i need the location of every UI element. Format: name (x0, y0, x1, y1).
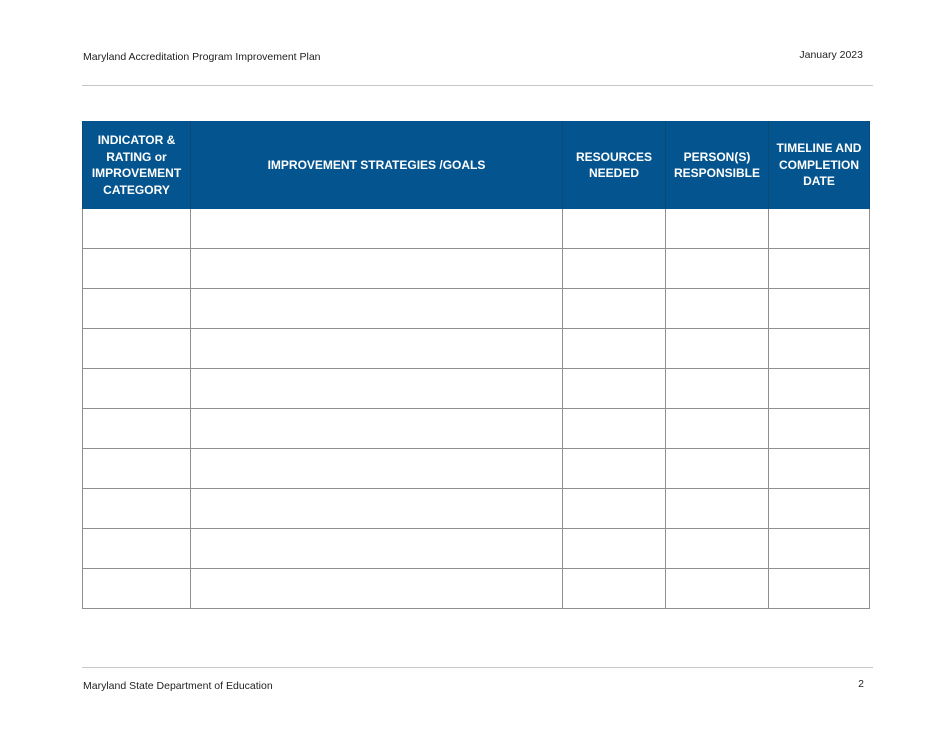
resources-cell[interactable] (563, 489, 666, 529)
table-row (83, 409, 870, 449)
persons-cell[interactable] (666, 409, 769, 449)
persons-cell[interactable] (666, 569, 769, 609)
indicator-cell[interactable] (83, 249, 191, 289)
table-row (83, 449, 870, 489)
table-row (83, 369, 870, 409)
indicator-cell[interactable] (83, 569, 191, 609)
resources-cell[interactable] (563, 369, 666, 409)
strategies-cell[interactable] (191, 329, 563, 369)
timeline-cell[interactable] (769, 289, 870, 329)
strategies-cell[interactable] (191, 289, 563, 329)
column-header-strategies: IMPROVEMENT STRATEGIES /GOALS (191, 121, 563, 209)
resources-cell[interactable] (563, 209, 666, 249)
strategies-cell[interactable] (191, 209, 563, 249)
strategies-cell[interactable] (191, 369, 563, 409)
resources-cell[interactable] (563, 409, 666, 449)
column-header-indicator: INDICATOR & RATING or IMPROVEMENT CATEGORY (83, 121, 191, 209)
indicator-cell[interactable] (83, 409, 191, 449)
timeline-cell[interactable] (769, 489, 870, 529)
persons-cell[interactable] (666, 529, 769, 569)
table-row (83, 329, 870, 369)
persons-cell[interactable] (666, 329, 769, 369)
resources-cell[interactable] (563, 249, 666, 289)
table-row (83, 209, 870, 249)
timeline-cell[interactable] (769, 529, 870, 569)
header-divider (82, 85, 873, 86)
document-title: Maryland Accreditation Program Improvement Plan (83, 51, 321, 63)
resources-cell[interactable] (563, 529, 666, 569)
indicator-cell[interactable] (83, 489, 191, 529)
timeline-cell[interactable] (769, 569, 870, 609)
timeline-cell[interactable] (769, 369, 870, 409)
improvement-plan-table (82, 121, 870, 609)
indicator-cell[interactable] (83, 329, 191, 369)
indicator-cell[interactable] (83, 369, 191, 409)
timeline-cell[interactable] (769, 209, 870, 249)
strategies-cell[interactable] (191, 529, 563, 569)
footer-organization: Maryland State Department of Education (83, 680, 273, 692)
timeline-cell[interactable] (769, 409, 870, 449)
persons-cell[interactable] (666, 209, 769, 249)
table-row (83, 529, 870, 569)
table-row (83, 569, 870, 609)
persons-cell[interactable] (666, 369, 769, 409)
footer-divider (82, 667, 873, 668)
strategies-cell[interactable] (191, 489, 563, 529)
timeline-cell[interactable] (769, 249, 870, 289)
strategies-cell[interactable] (191, 569, 563, 609)
indicator-cell[interactable] (83, 529, 191, 569)
strategies-cell[interactable] (191, 449, 563, 489)
page-number: 2 (858, 678, 864, 690)
resources-cell[interactable] (563, 289, 666, 329)
persons-cell[interactable] (666, 289, 769, 329)
table-row (83, 489, 870, 529)
resources-cell[interactable] (563, 569, 666, 609)
table-row (83, 289, 870, 329)
table-row (83, 249, 870, 289)
timeline-cell[interactable] (769, 329, 870, 369)
column-header-timeline: TIMELINE AND COMPLETION DATE (769, 121, 870, 209)
persons-cell[interactable] (666, 249, 769, 289)
indicator-cell[interactable] (83, 209, 191, 249)
table-header-row (83, 121, 870, 209)
strategies-cell[interactable] (191, 249, 563, 289)
document-date: January 2023 (799, 49, 863, 61)
column-header-resources: RESOURCES NEEDED (563, 121, 666, 209)
indicator-cell[interactable] (83, 289, 191, 329)
strategies-cell[interactable] (191, 409, 563, 449)
persons-cell[interactable] (666, 489, 769, 529)
timeline-cell[interactable] (769, 449, 870, 489)
resources-cell[interactable] (563, 329, 666, 369)
indicator-cell[interactable] (83, 449, 191, 489)
resources-cell[interactable] (563, 449, 666, 489)
persons-cell[interactable] (666, 449, 769, 489)
column-header-persons: PERSON(S) RESPONSIBLE (666, 121, 769, 209)
table-body (83, 209, 870, 609)
